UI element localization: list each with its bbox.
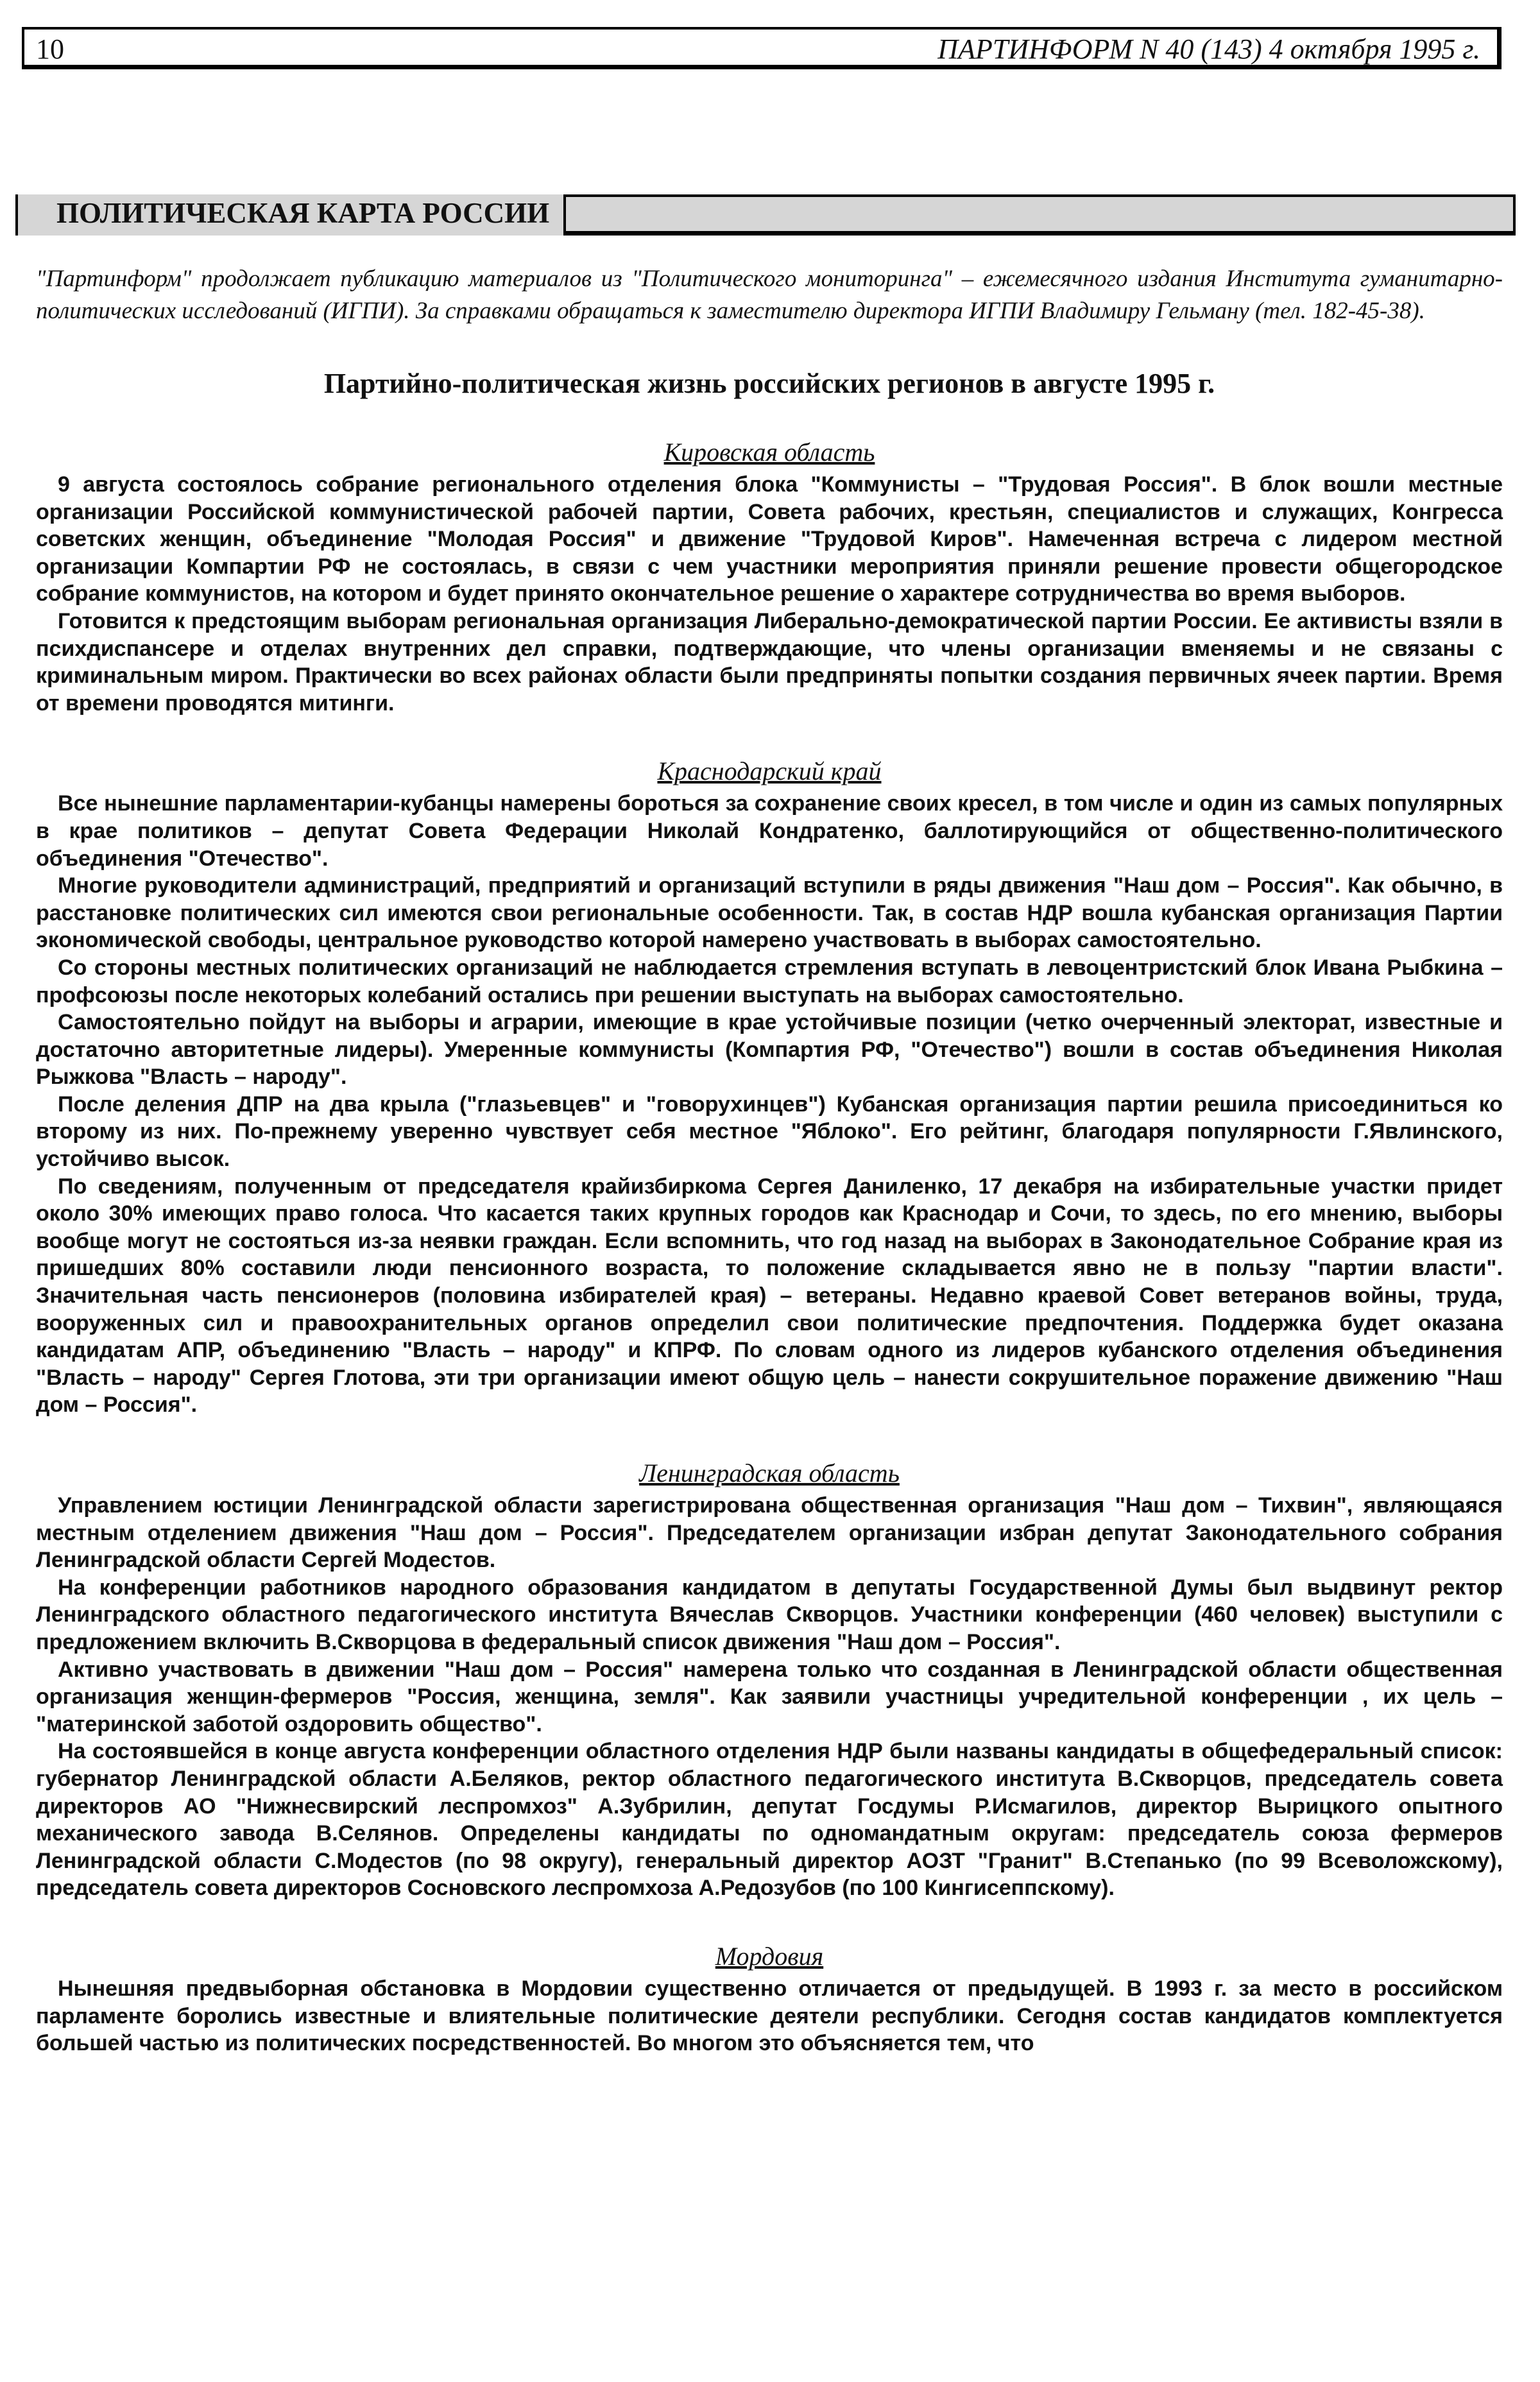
- paragraph: Нынешняя предвыборная обстановка в Мордовии существенно отличается от предыдущей. В 1993 г. за место в российском парламенте боролись известные и влиятельные политические деятели республики. Сегодня состав кандидатов комплектуется большей частью из политических посредственностей. Во многом это объясняется тем, что: [36, 1976, 1503, 2056]
- region-heading: Ленинградская область: [639, 1459, 900, 1487]
- article-title: Партийно-политическая жизнь российских регионов в августе 1995 г.: [323, 368, 1215, 399]
- paragraph: Активно участвовать в движении "Наш дом – Россия" намерена только что созданная в Ленинградской области общественная организация женщин-фермеров "Россия, женщина, земля". Как заявили участницы учредительной конференции , их цель – "материнской заботой оздоровить общество".: [36, 1657, 1503, 1736]
- paragraph: Самостоятельно пойдут на выборы и аграрии, имеющие в крае устойчивые позиции (четко очерченный электорат, известные и достаточно авторитетные лидеры). Умеренные коммунисты (Компартия РФ, "Отечество") вошли в состав объединения Николая Рыжкова "Власть – народу".: [36, 1010, 1503, 1090]
- intro-note: "Партинформ" продолжает публикацию материалов из "Политического мониторинга" – ежемесячного издания Института гуманитарно-политических исследований (ИГПИ). За справками обращаться к заместителю директора ИГПИ Владимиру Гельману (тел. 182-45-38).: [36, 266, 1503, 324]
- section-bar: [15, 194, 1516, 236]
- paragraph: На состоявшейся в конце августа конференции областного отделения НДР были названы кандидаты в общефедеральный список: губернатор Ленинградской области А.Беляков, ректор областного педагогического института В.Скворцов, председатель совета директоров АО "Нижнесвирский леспромхоз" А.Зубрилин, депутат Госдумы Р.Исмагилов, директор Вырицкого опытного механического завода В.Селянов. Определены кандидаты по одномандатным округам: председатель союза фермеров Ленинградской области С.Модестов (по 98 округу), генеральный директор АОЗТ "Гранит" В.Степанько (по 99 Всеволожскому), председатель совета директоров Сосновского леспромхоза А.Редозубов (по 100 Кингисеппскому).: [36, 1739, 1503, 1901]
- page-header: [22, 27, 1502, 69]
- paragraph: Управлением юстиции Ленинградской области зарегистрирована общественная организация "Наш дом – Тихвин", являющаяся местным отделением движения "Наш дом – Россия". Председателем организации избран депутат Законодательного собрания Ленинградской области Сергей Модестов.: [36, 1493, 1503, 1573]
- paragraph: На конференции работников народного образования кандидатом в депутаты Государственной Думы был выдвинут ректор Ленинградского областного педагогического института Вячеслав Скворцов. Участники конференции (460 человек) выступили с предложением включить В.Скворцова в федеральный список движения "Наш дом – Россия".: [36, 1575, 1503, 1654]
- section-title: ПОЛИТИЧЕСКАЯ КАРТА РОССИИ: [18, 194, 566, 236]
- issue-info: ПАРТИНФОРМ N 40 (143) 4 октября 1995 г.: [937, 33, 1480, 65]
- paragraph: 9 августа состоялось собрание регионального отделения блока "Коммунисты – "Трудовая Россия". В блок вошли местные организации Российской коммунистической рабочей партии, Совета рабочих, крестьян, специалистов и служащих, Конгресса советских женщин, объединение "Молодая Россия" и движение "Трудовой Киров". Намеченная встреча с лидером местной организации Компартии РФ не состоялась, в связи с чем участники мероприятия приняли решение провести общегородское собрание коммунистов, на котором и будет принято окончательное решение о характере сотрудничества во время выборов.: [36, 472, 1503, 606]
- paragraph: После деления ДПР на два крыла ("глазьевцев" и "говорухинцев") Кубанская организация партии решила присоединиться ко второму из них. По-прежнему уверенно чувствует себя местное "Яблоко". Его рейтинг, благодаря популярности Г.Явлинского, устойчиво высок.: [36, 1092, 1503, 1172]
- region-heading: Мордовия: [715, 1941, 824, 1971]
- paragraph: Многие руководители администраций, предприятий и организаций вступили в ряды движения "Наш дом – Россия". Как обычно, в расстановке политических сил имеются свои региональные особенности. Так, в состав НДР вошла кубанская организация Партии экономической свободы, центральное руководство которой намерено участвовать в выборах самостоятельно.: [36, 873, 1503, 953]
- paragraph: Готовится к предстоящим выборам региональная организация Либерально-демократической партии России. Ее активисты взяли в психдиспансере и отделах внутренних дел справки, подтверждающие, что члены организации вменяемы и не связаны с криминальным миром. Практически во всех районах области были предприняты попытки создания первичных ячеек партии. Время от времени проводятся митинги.: [36, 608, 1503, 715]
- paragraph: Со стороны местных политических организаций не наблюдается стремления вступать в левоцентристский блок Ивана Рыбкина – профсоюзы после некоторых колебаний остались при решении выступать на выборах самостоятельно.: [36, 955, 1503, 1007]
- paragraph: По сведениям, полученным от председателя крайизбиркома Сергея Даниленко, 17 декабря на избирательные участки придет около 30% имеющих право голоса. Что касается таких крупных городов как Краснодар и Сочи, то здесь, по его мнению, выборы вообще могут не состояться из-за неявки граждан. Если вспомнить, что год назад на выборах в Законодательное Собрание края из пришедших 80% составили люди пенсионного возраста, то положение складывается явно не в пользу "партии власти". Значительная часть пенсионеров (половина избирателей края) – ветераны. Недавно краевой Совет ветеранов войны, труда, вооруженных сил и правоохранительных органов определил свои политические предпочтения. Поддержка будет оказана кандидатам АПР, объединению "Власть – народу" и КПРФ. По словам одного из лидеров кубанского отделения объединения "Власть – народу" Сергея Глотова, эти три организации имеют общую цель – нанести сокрушительное поражение движению "Наш дом – Россия".: [36, 1174, 1503, 1418]
- page-number: 10: [36, 33, 64, 65]
- paragraph: Все нынешние парламентарии-кубанцы намерены бороться за сохранение своих кресел, в том числе и один из самых популярных в крае политиков – депутат Совета Федерации Николай Кондратенко, баллотирующийся от общественно-политического объединения "Отечество".: [36, 791, 1503, 871]
- region-heading: Кировская область: [663, 438, 875, 467]
- article-body: [36, 263, 1503, 2057]
- region-heading: Краснодарский край: [657, 757, 882, 786]
